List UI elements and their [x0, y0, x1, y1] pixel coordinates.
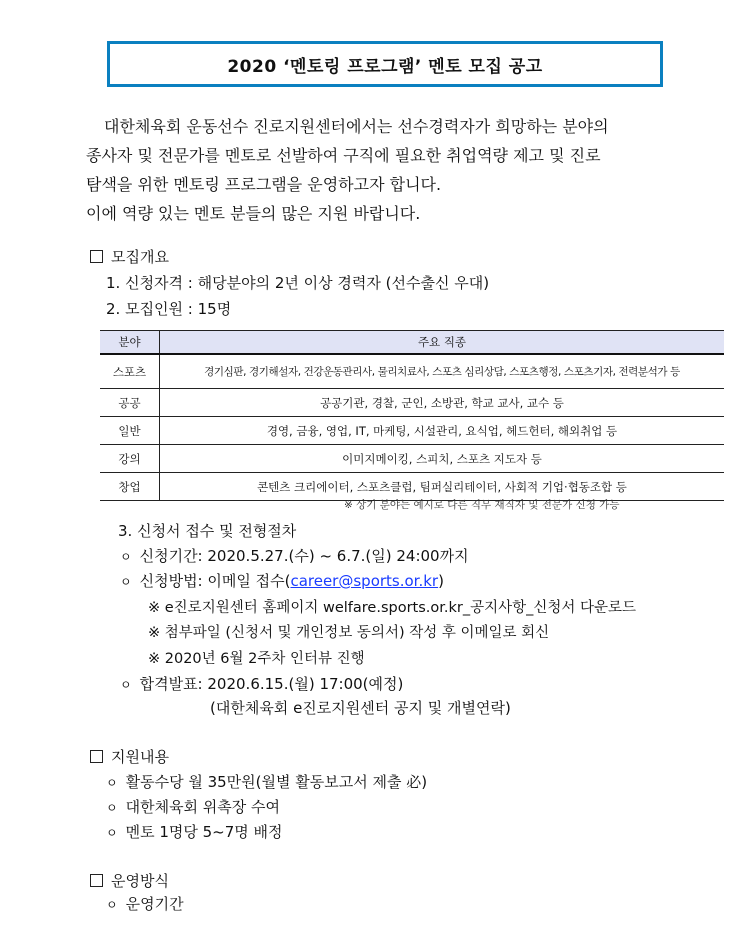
intro-line-2: 종사자 및 전문가를 멘토로 선발하여 구직에 필요한 취업역량 제고 및 진로 — [86, 146, 601, 165]
bullet-circle-icon: ㅇ — [120, 678, 132, 692]
announcement-text: 합격발표: 2020.6.15.(월) 17:00(예정) — [139, 675, 404, 693]
support-item-text: 대한체육회 위촉장 수여 — [125, 798, 281, 816]
section-heading-text: 모집개요 — [111, 248, 169, 266]
table-note: ※ 상기 분야는 예시로 다른 직무 재직자 및 전문가 신청 가능 — [344, 499, 620, 511]
overview-item-1: 1. 신청자격 : 해당분야의 2년 이상 경력자 (선수출신 우대) — [106, 274, 490, 292]
section-heading-support — [90, 746, 169, 767]
bullet-circle-icon: ㅇ — [106, 776, 118, 790]
intro-line-3: 탐색을 위한 멘토링 프로그램을 운영하고자 합니다. — [86, 175, 442, 194]
table-cell-field: 공공 — [100, 389, 160, 417]
table-cell-field: 일반 — [100, 417, 160, 445]
procedure-method — [120, 570, 444, 591]
procedure-announcement — [120, 673, 403, 694]
intro-line-4: 이에 역량 있는 멘토 분들의 많은 지원 바랍니다. — [86, 204, 421, 223]
support-item-text: 멘토 1명당 5~7명 배정 — [125, 823, 283, 841]
announcement-detail: (대한체육회 e진로지원센터 공지 및 개별연락) — [210, 699, 511, 717]
bullet-circle-icon: ㅇ — [106, 826, 118, 840]
procedure-note-2: ※ 첨부파일 (신청서 및 개인정보 동의서) 작성 후 이메일로 회신 — [148, 625, 550, 641]
period-text: 신청기간: 2020.5.27.(수) ~ 6.7.(일) 24:00까지 — [139, 547, 469, 565]
bullet-circle-icon: ㅇ — [120, 550, 132, 564]
checkbox-square-icon — [90, 874, 103, 887]
support-item-2 — [106, 796, 280, 817]
procedure-note-1: ※ e진로지원센터 홈페이지 welfare.sports.or.kr_공지사항_신청서 다운로드 — [148, 600, 637, 616]
table-row — [100, 417, 724, 445]
bullet-circle-icon: ㅇ — [106, 801, 118, 815]
support-item-3 — [106, 821, 283, 842]
overview-item-2: 2. 모집인원 : 15명 — [106, 300, 232, 318]
page-title: 2020 ‘멘토링 프로그램’ 멘토 모집 공고 — [227, 56, 543, 77]
table-header-field: 분야 — [100, 331, 160, 355]
table-cell-jobs: 이미지메이킹, 스피치, 스포츠 지도자 등 — [160, 445, 725, 473]
procedure-note-3: ※ 2020년 6월 2주차 인터뷰 진행 — [148, 651, 365, 667]
table-header-jobs: 주요 직종 — [160, 331, 725, 355]
bullet-circle-icon: ㅇ — [106, 898, 118, 912]
support-item-text: 활동수당 월 35만원(월별 활동보고서 제출 必) — [125, 773, 428, 791]
table-cell-field: 강의 — [100, 445, 160, 473]
table-row — [100, 354, 724, 389]
procedure-period — [120, 545, 469, 566]
section-heading-text: 운영방식 — [111, 872, 169, 890]
section-heading-text: 지원내용 — [111, 748, 169, 766]
table-cell-field: 창업 — [100, 473, 160, 501]
table-row — [100, 389, 724, 417]
table-cell-jobs: 경영, 금융, 영업, IT, 마케팅, 시설관리, 요식업, 헤드헌터, 해외취업 등 — [160, 417, 725, 445]
checkbox-square-icon — [90, 250, 103, 263]
bullet-circle-icon: ㅇ — [120, 575, 132, 589]
table-cell-jobs: 경기심판, 경기해설자, 건강운동관리사, 물리치료사, 스포츠 심리상담, 스포츠행정, 스포츠기자, 전력분석가 등 — [160, 354, 725, 389]
title-box — [107, 41, 663, 87]
email-link[interactable]: career@sports.or.kr — [290, 572, 439, 590]
section-heading-overview — [90, 246, 169, 267]
jobs-table — [100, 330, 724, 501]
table-header-row — [100, 331, 724, 355]
section-heading-operation — [90, 870, 169, 891]
method-prefix: 신청방법: 이메일 접수( — [139, 572, 291, 590]
checkbox-square-icon — [90, 750, 103, 763]
procedure-heading: 3. 신청서 접수 및 전형절차 — [118, 522, 297, 540]
table-row — [100, 445, 724, 473]
operation-item-1 — [106, 893, 184, 914]
method-suffix: ) — [438, 572, 444, 590]
table-cell-jobs: 공공기관, 경찰, 군인, 소방관, 학교 교사, 교수 등 — [160, 389, 725, 417]
table-cell-jobs: 콘텐츠 크리에이터, 스포츠클럽, 팀퍼실리테이터, 사회적 기업·협동조합 등 — [160, 473, 725, 501]
support-item-1 — [106, 771, 427, 792]
operation-item-text: 운영기간 — [125, 895, 184, 913]
table-cell-field: 스포츠 — [100, 354, 160, 389]
intro-line-1: 대한체육회 운동선수 진로지원센터에서는 선수경력자가 희망하는 분야의 — [104, 117, 609, 136]
